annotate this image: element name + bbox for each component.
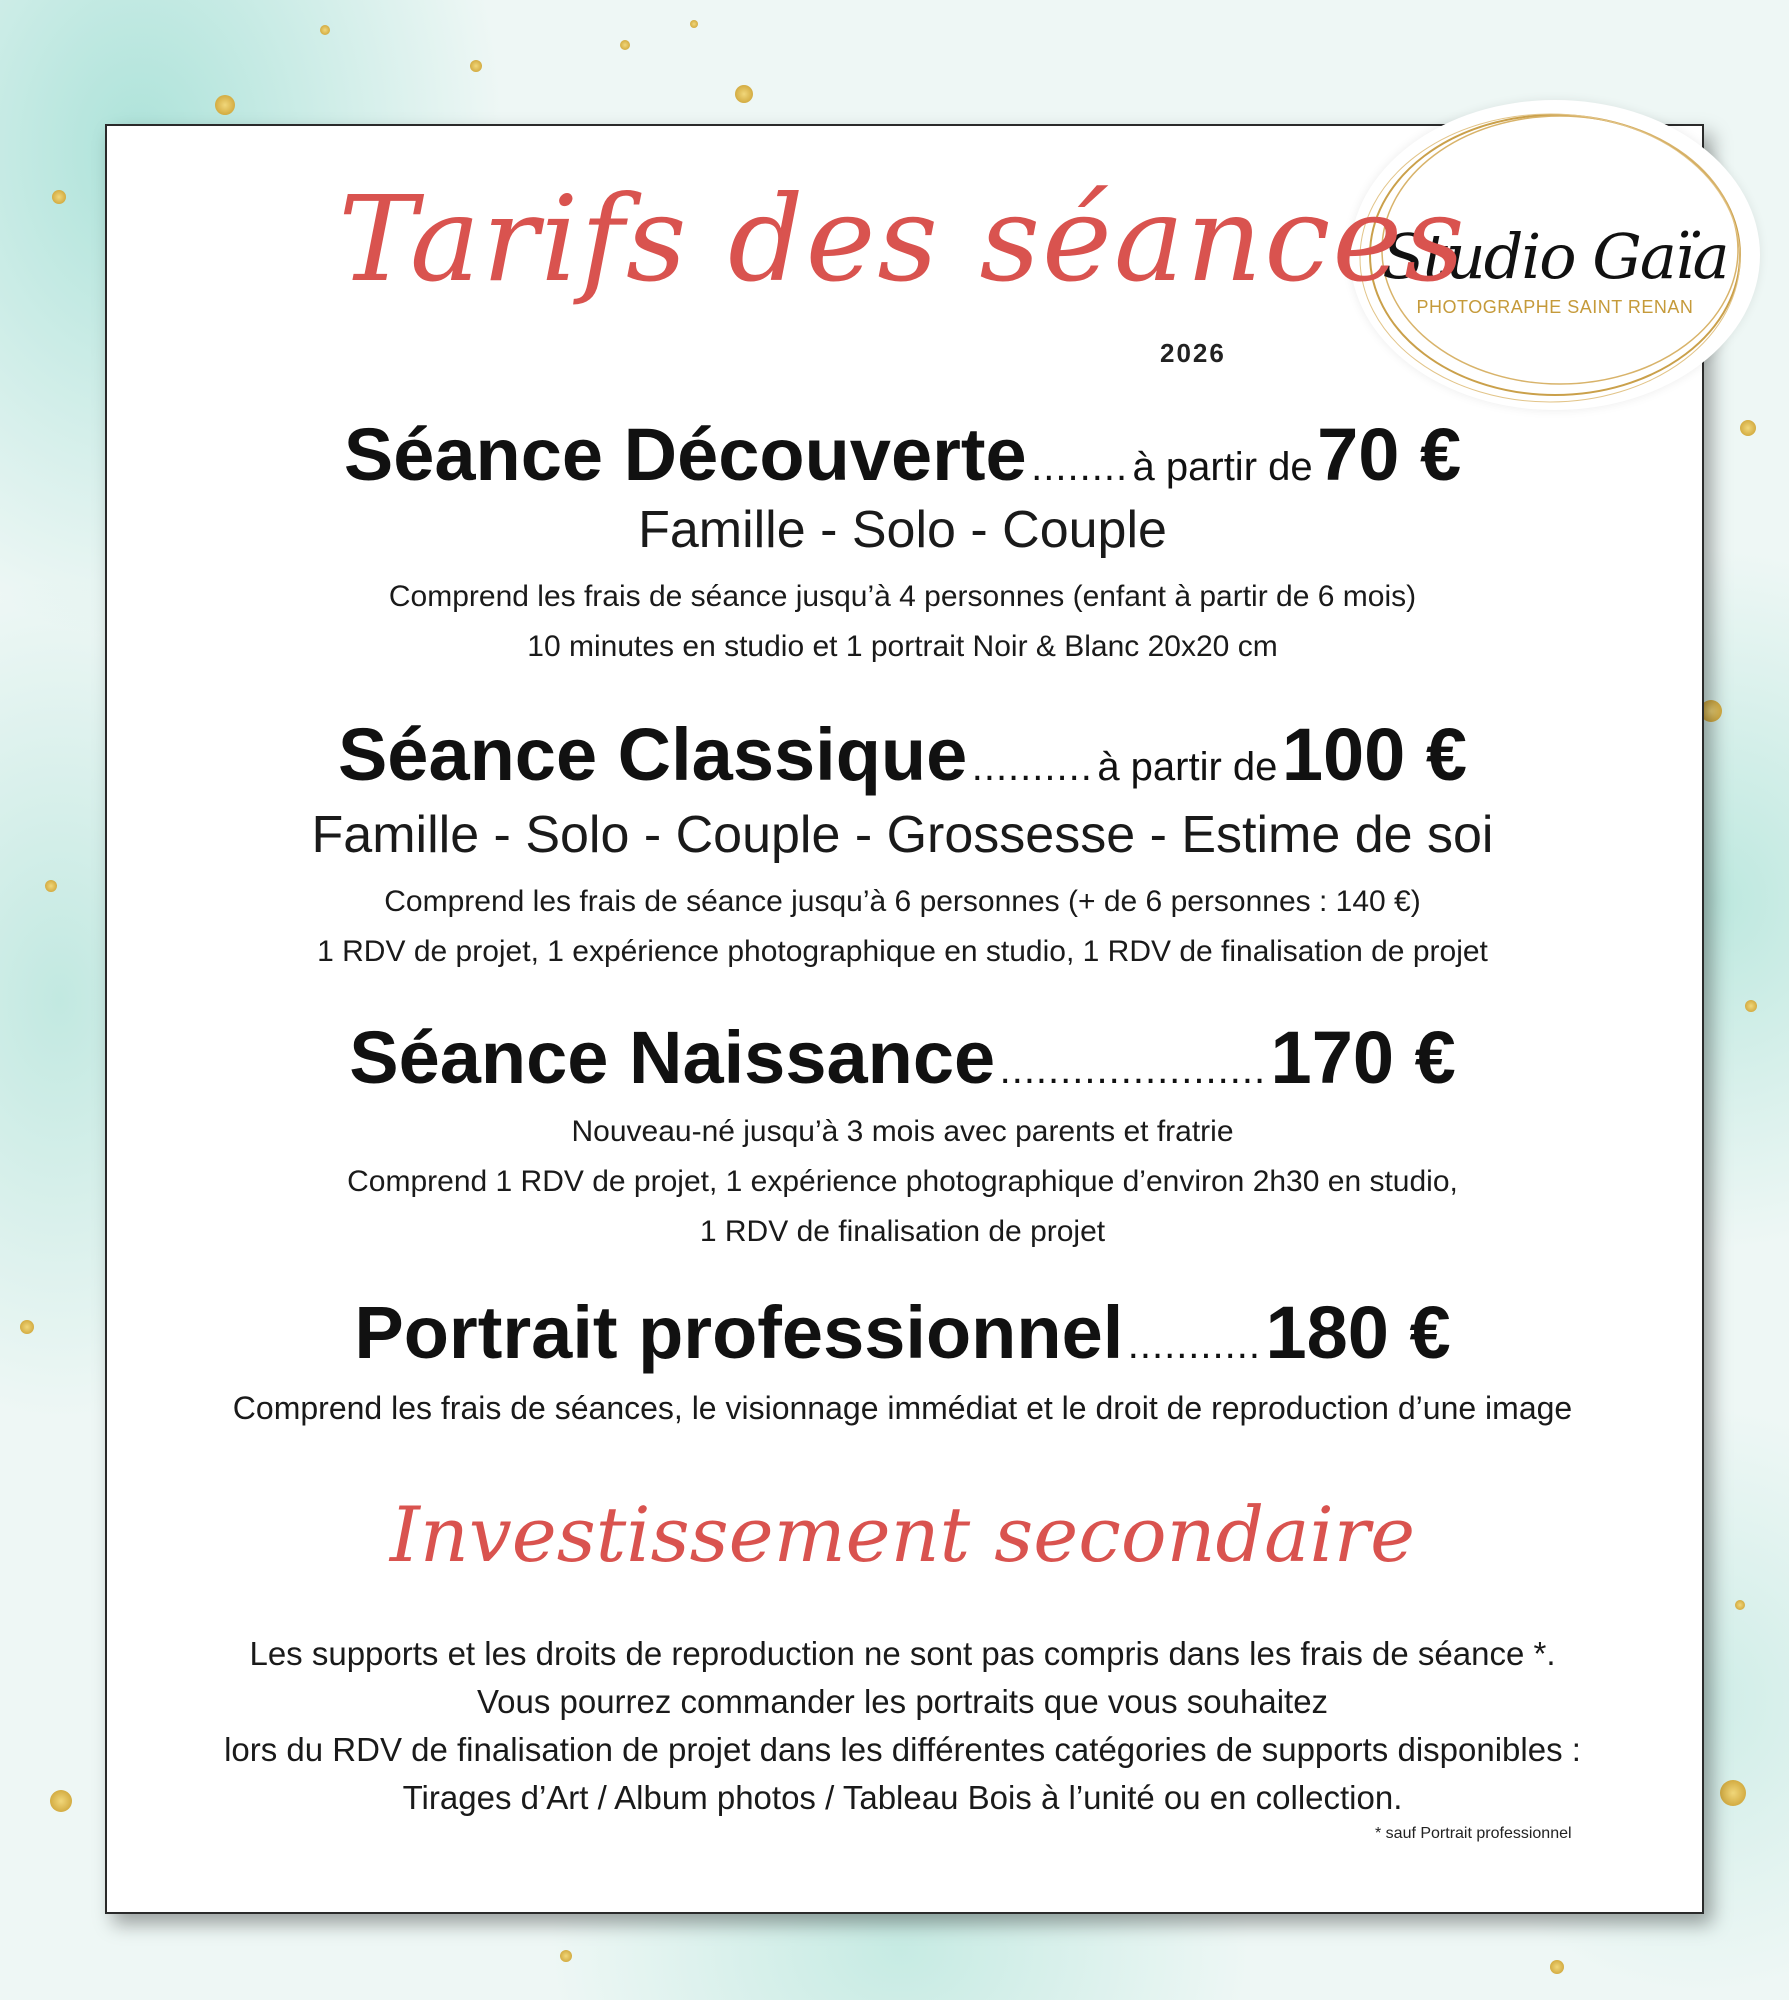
session-detail-line: Nouveau-né jusqu’à 3 mois avec parents et fratrie <box>571 1115 1234 1148</box>
session-name: Portrait professionnel <box>354 1291 1124 1374</box>
secondary-line: Vous pourrez commander les portraits que vous souhaitez <box>476 1683 1329 1720</box>
secondary-line: lors du RDV de finalisation de projet dans les différentes catégories de supports disponibles : <box>224 1731 1581 1768</box>
leader-dots: ........ <box>1031 445 1129 489</box>
leader-dots: ........... <box>1127 1323 1261 1367</box>
session-name: Séance Découverte <box>343 413 1027 496</box>
session-detail-line: Comprend 1 RDV de projet, 1 expérience photographique d’environ 2h30 en studio, <box>347 1165 1458 1198</box>
session-price: 170 € <box>1270 1016 1456 1099</box>
session-headline <box>105 412 1700 497</box>
session-headline <box>105 712 1700 797</box>
session-detail-line: 10 minutes en studio et 1 portrait Noir & Blanc 20x20 cm <box>527 630 1278 663</box>
session-detail-line: Comprend les frais de séance jusqu’à 6 personnes (+ de 6 personnes : 140 €) <box>384 885 1421 918</box>
secondary-title: Investissement secondaire <box>389 1490 1416 1579</box>
leader-dots: .......... <box>971 745 1093 789</box>
logo-signature: Studio Gaïa <box>1382 220 1728 293</box>
session-headline <box>105 1290 1700 1375</box>
session-price: 100 € <box>1281 713 1468 796</box>
session-detail-line: Comprend les frais de séance jusqu’à 4 personnes (enfant à partir de 6 mois) <box>388 580 1417 613</box>
page-title: Tarifs des séances <box>338 170 1467 308</box>
leader-dots: ...................... <box>999 1048 1267 1092</box>
session-detail-line: 1 RDV de finalisation de projet <box>699 1215 1106 1248</box>
session-headline <box>105 1015 1700 1100</box>
logo-subtitle: PHOTOGRAPHE SAINT RENAN <box>1416 297 1694 317</box>
footnote: * sauf Portrait professionnel <box>1375 1825 1572 1842</box>
session-detail-line: Comprend les frais de séances, le visionnage immédiat et le droit de reproduction d’une image <box>232 1390 1573 1426</box>
session-name: Séance Classique <box>337 713 968 796</box>
session-detail-line: 1 RDV de projet, 1 expérience photographique en studio, 1 RDV de finalisation de projet <box>317 935 1488 968</box>
secondary-line: Les supports et les droits de reproduction ne sont pas compris dans les frais de séance *. <box>249 1635 1556 1672</box>
session-price: 70 € <box>1317 413 1462 496</box>
session-price: 180 € <box>1265 1291 1451 1374</box>
session-subtitle: Famille - Solo - Couple <box>638 501 1167 559</box>
year-label: 2026 <box>1160 338 1226 368</box>
session-name: Séance Naissance <box>349 1016 996 1099</box>
from-label: à partir de <box>1097 745 1278 789</box>
from-label: à partir de <box>1132 445 1313 489</box>
secondary-line: Tirages d’Art / Album photos / Tableau Bois à l’unité ou en collection. <box>402 1779 1403 1816</box>
session-subtitle: Famille - Solo - Couple - Grossesse - Estime de soi <box>311 806 1494 864</box>
